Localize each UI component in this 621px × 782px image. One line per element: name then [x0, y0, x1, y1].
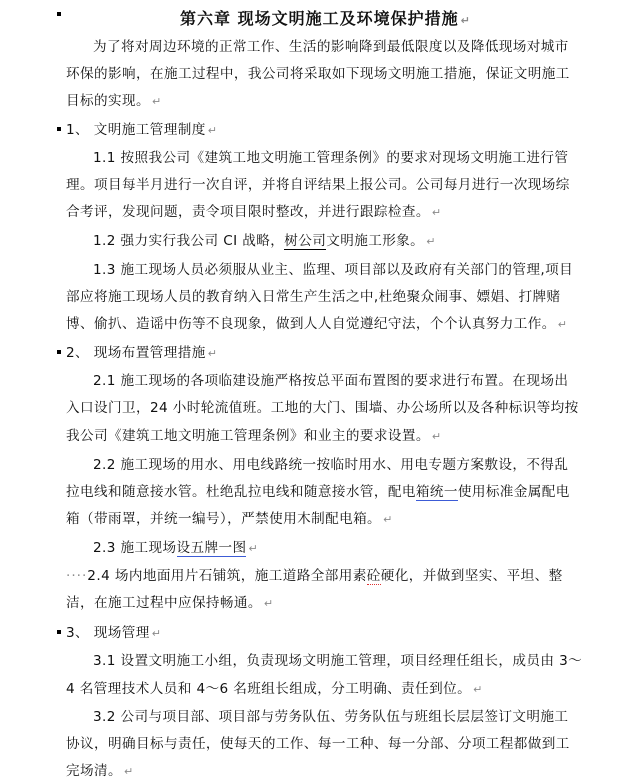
para-1-3-line-1: 1.3 施工现场人员必须服从业主、监理、项目部以及政府有关部门的管理,项目: [93, 262, 574, 278]
intro-line-3: 目标的实现。 ↵: [66, 93, 162, 109]
bullet-marker: [57, 630, 61, 634]
intro-line-2: 环保的影响，在施工过程中，我公司将采取如下现场文明施工措施，保证文明施工: [66, 66, 570, 82]
intro-line-1: 为了将对周边环境的正常工作、生活的影响降到最低限度以及降低现场对城市: [93, 39, 569, 55]
para-2-2-line-2: 拉电线和随意接水管。杜绝乱拉电线和随意接水管，配电箱统一使用标准金属配电: [66, 484, 570, 500]
para-3-2-line-1: 3.2 公司与项目部、项目部与劳务队伍、劳务队伍与班组长层层签订文明施工: [93, 709, 569, 725]
chapter-title: 第六章 现场文明施工及环境保护措施 ↵: [180, 9, 471, 28]
para-2-2-line-3: 箱（带雨罩，并统一编号），严禁使用木制配电箱。 ↵: [66, 511, 393, 527]
para-2-1-line-2: 入口设门卫，24 小时轮流值班。工地的大门、围墙、办公场所以及各种标识等均按: [66, 400, 579, 416]
para-1-1-line-3: 合考评，发现问题，责令项目限时整改，并进行跟踪检查。 ↵: [66, 204, 442, 220]
para-3-2-line-2: 协议，明确目标与责任，使每天的工作、每一工种、每一分部、分项工程都做到工: [66, 736, 570, 752]
para-2-4-line-1: ····2.4 场内地面用片石铺筑，施工道路全部用素砼硬化，并做到坚实、平坦、整: [66, 568, 563, 584]
para-1-3-line-3: 博、偷扒、造谣中伤等不良现象，做到人人自觉遵纪守法，个个认真努力工作。 ↵: [66, 316, 568, 332]
para-1-3-line-2: 部应将施工现场人员的教育纳入日常生产生活之中,杜绝聚众闹事、嫖娼、打牌赌: [66, 289, 561, 305]
para-1-1-line-1: 1.1 按照我公司《建筑工地文明施工管理条例》的要求对现场文明施工进行管: [93, 150, 569, 166]
section-1-heading: 1、 文明施工管理制度 ↵: [66, 122, 218, 138]
bullet-marker: [57, 350, 61, 354]
para-1-1-line-2: 理。项目每半月进行一次自评，并将自评结果上报公司。公司每月进行一次现场综: [66, 177, 570, 193]
para-3-2-line-3: 完场清。 ↵: [66, 763, 134, 779]
para-2-4-line-2: 洁，在施工过程中应保持畅通。 ↵: [66, 595, 274, 611]
para-2-1-line-3: 我公司《建筑工地文明施工管理条例》和业主的要求设置。 ↵: [66, 428, 442, 444]
para-3-1-line-1: 3.1 设置文明施工小组，负责现场文明施工管理，项目经理任组长，成员由 3～: [93, 653, 583, 669]
para-2-2-line-1: 2.2 施工现场的用水、用电线路统一按临时用水、用电专题方案敷设，不得乱: [93, 457, 569, 473]
para-3-1-line-2: 4 名管理技术人员和 4～6 名班组长组成，分工明确、责任到位。 ↵: [66, 681, 483, 697]
bullet-marker: [57, 127, 61, 131]
para-2-1-line-1: 2.1 施工现场的各项临建设施严格按总平面布置图的要求进行布置。在现场出: [93, 373, 569, 389]
bullet-marker: [57, 12, 61, 16]
para-1-2: 1.2 强力实行我公司 CI 战略，树公司文明施工形象。 ↵: [93, 233, 436, 249]
para-2-3: 2.3 施工现场设五牌一图 ↵: [93, 540, 259, 556]
section-3-heading: 3、 现场管理 ↵: [66, 625, 162, 641]
section-2-heading: 2、 现场布置管理措施 ↵: [66, 345, 218, 361]
